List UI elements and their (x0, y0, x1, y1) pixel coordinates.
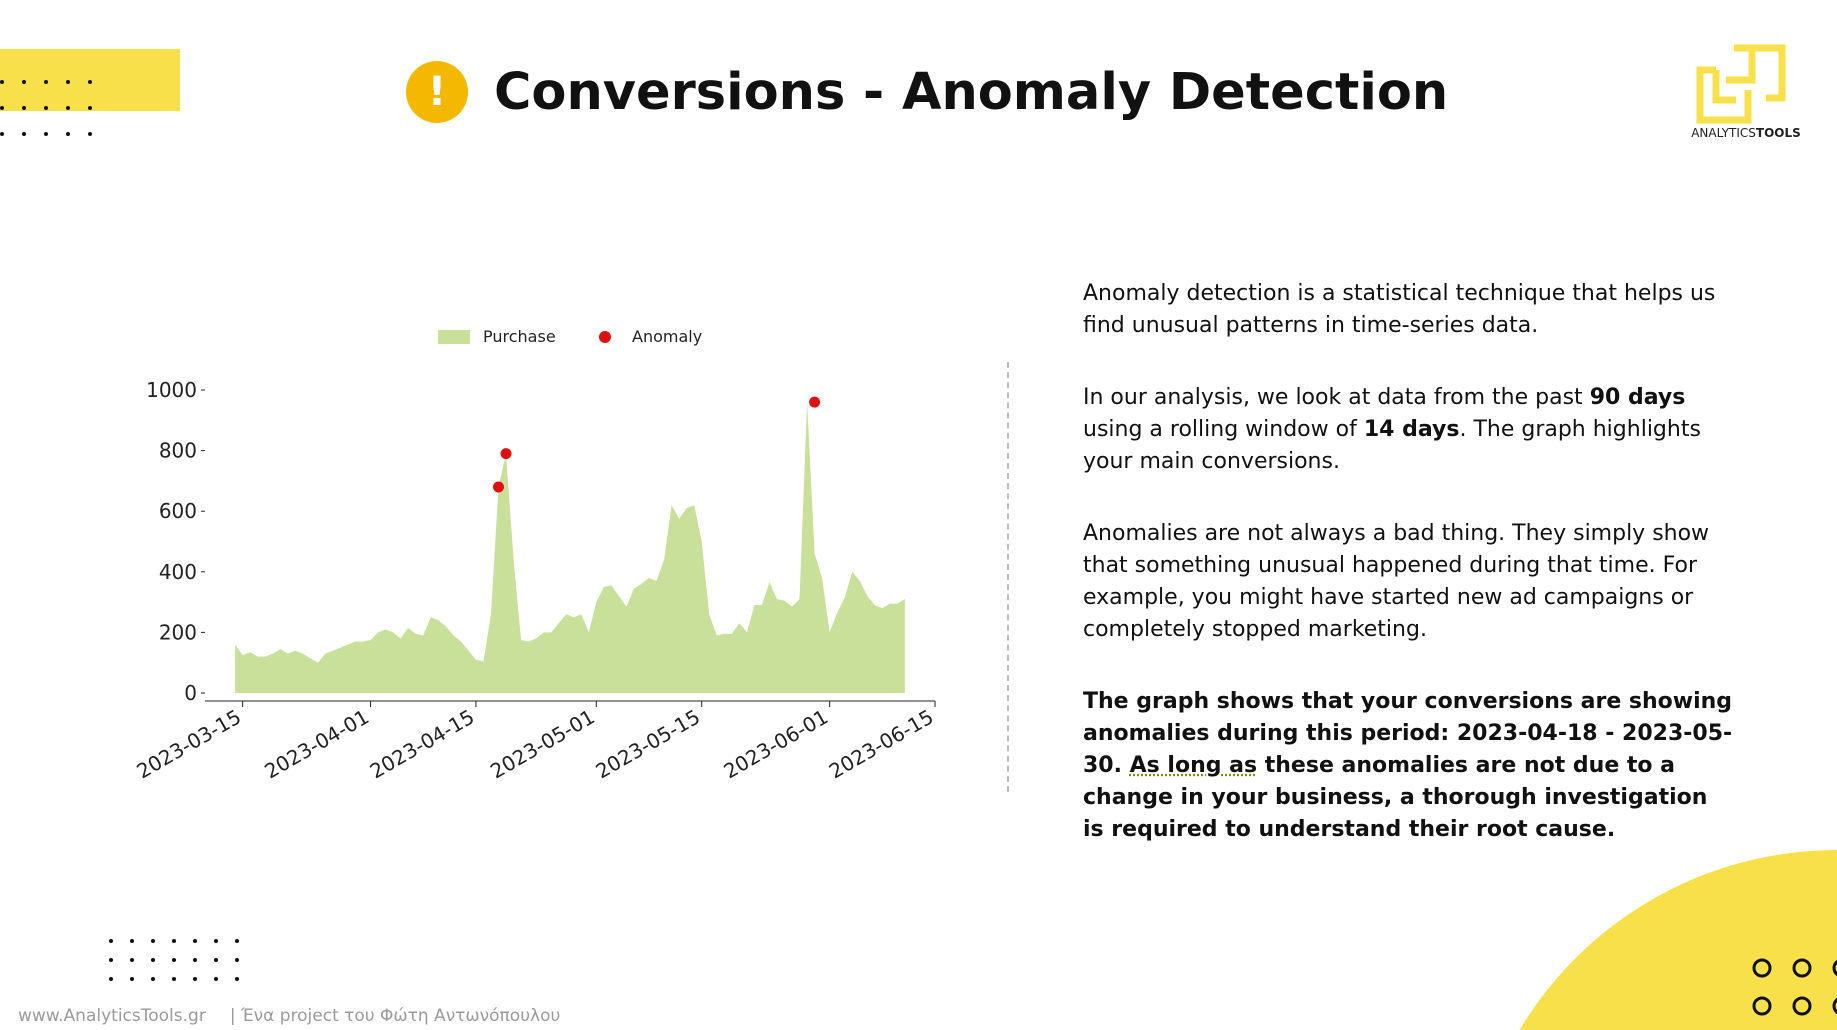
analysis-window-days: 14 days (1363, 417, 1460, 442)
conclusion-underlined: As long as (1129, 753, 1258, 778)
y-tick-label: 800 (158, 438, 197, 463)
x-tick-label: 2023-04-01 (260, 704, 374, 784)
y-tick-label: 600 (158, 499, 197, 524)
conclusion-text-2: these anomalies are not due to a change in your business, a thorough investigation is required to understand their root cause. (1083, 753, 1708, 842)
y-tick-label: 200 (158, 620, 197, 645)
x-tick-label: 2023-06-01 (719, 704, 833, 784)
page-title: Conversions - Anomaly Detection (494, 62, 1449, 122)
footer-site-link[interactable]: www.AnalyticsTools.gr (18, 1006, 206, 1026)
conclusion-text-1: The graph shows that your conversions are showing anomalies during this period: 2023-04-18 - 2023-05-30. (1083, 689, 1733, 778)
x-tick-label: 2023-05-01 (486, 704, 599, 784)
y-tick-label: 1000 (146, 378, 197, 402)
footer-credit: | Ένα project του Φώτη Αντωνόπουλου (229, 1006, 561, 1026)
analysis-text-1: In our analysis, we look at data from the past (1083, 385, 1590, 410)
x-tick-label: 2023-04-15 (365, 704, 479, 784)
analysis-text-3: . The graph highlights your main conversions. (1083, 417, 1701, 474)
paragraph-intro: Anomaly detection is a statistical technique that helps us find unusual patterns in time-series data. (1083, 281, 1716, 338)
y-tick-label: 400 (158, 559, 197, 584)
analysis-text-2: using a rolling window of (1083, 417, 1364, 442)
logo-text-regular: ANALYTICS (1691, 126, 1756, 140)
legend-label-anomaly: Anomaly (632, 327, 703, 346)
paragraph-anomalies: Anomalies are not always a bad thing. They simply show that something unusual happened during that time. For example, you might have started new ad campaigns or completely stopped marketing. (1083, 521, 1710, 642)
legend-label-purchase: Purchase (483, 327, 556, 346)
x-tick-label: 2023-03-15 (132, 704, 246, 784)
x-tick-label: 2023-05-15 (591, 704, 705, 784)
exclamation-circle-icon: ! (406, 61, 468, 123)
logo-text-bold: TOOLS (1755, 126, 1801, 140)
x-tick-label: 2023-06-15 (824, 704, 938, 784)
analysis-days-past: 90 days (1589, 385, 1686, 410)
corner-yellow-circle (1467, 850, 1837, 1030)
y-tick-label: 0 (184, 681, 197, 705)
